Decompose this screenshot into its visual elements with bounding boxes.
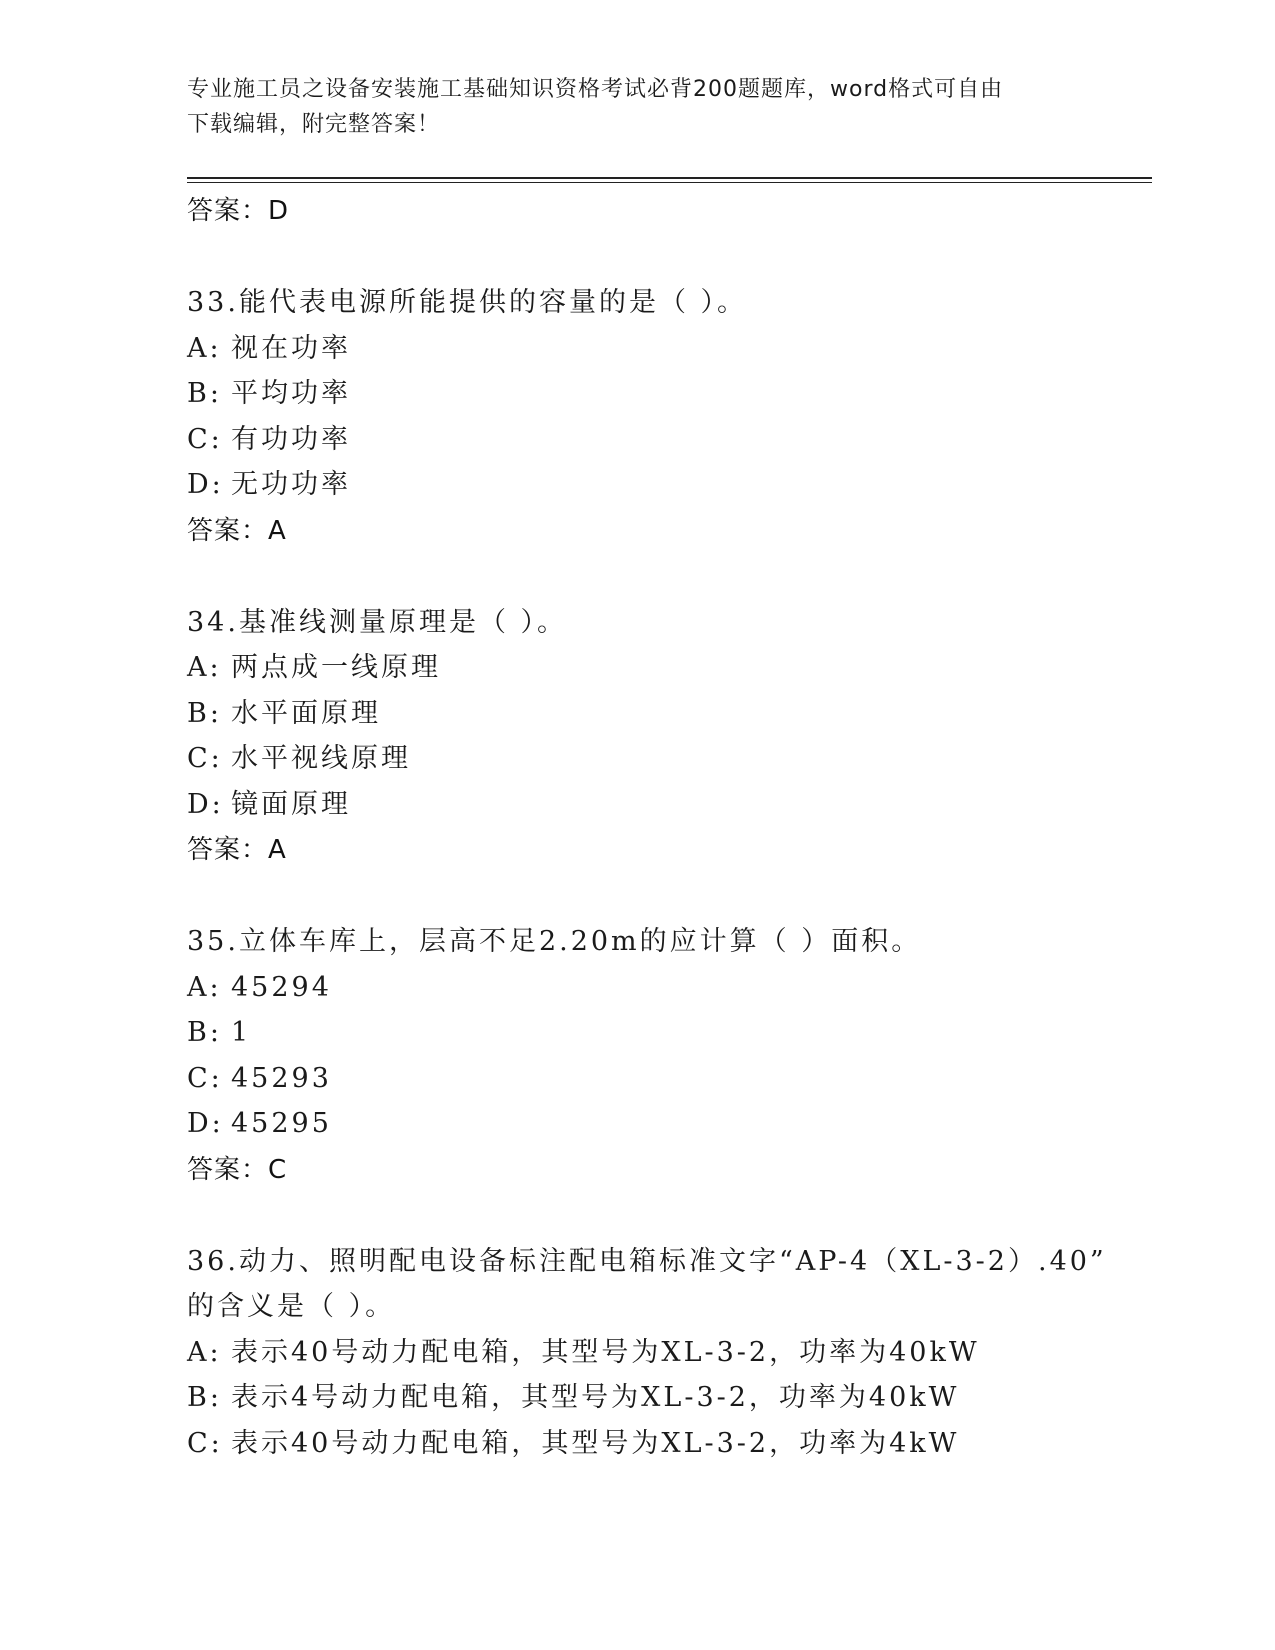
option-text: 表示40号动力配电箱，其型号为XL-3-2，功率为4kW [231,1427,960,1459]
option-key: C: [187,743,223,774]
option-key: A: [187,971,222,1003]
option-key: C: [187,1062,223,1094]
option-c [187,1421,1147,1467]
spacer [187,234,1147,280]
option-text: 45295 [231,1108,332,1139]
option-key: C: [187,423,223,455]
option-text: 表示4号动力配电箱，其型号为XL-3-2，功率为40kW [231,1382,960,1413]
question-text: 33.能代表电源所能提供的容量的是（ ）。 [187,287,748,318]
answer-line: 答案：C [187,1154,288,1185]
option-c [187,736,1147,782]
option-text: 45293 [231,1062,332,1094]
option-a [187,1330,1147,1376]
question-block [187,280,1147,554]
option-text: 两点成一线原理 [231,652,441,683]
option-d [187,782,1147,828]
option-b [187,1010,1147,1056]
header-line-1: 专业施工员之设备安装施工基础知识资格考试必背200题题库，word格式可自由 [187,77,1004,102]
spacer [187,554,1147,600]
option-text: 无功功率 [231,469,351,500]
header-divider-thin [187,182,1152,183]
document-body [187,188,1147,1466]
option-text: 水平面原理 [231,697,381,729]
option-b [187,371,1147,417]
question-block [187,1239,1147,1467]
option-c [187,417,1147,463]
document-header [187,72,1067,142]
question-text-line-2: 的含义是（ ）。 [187,1291,396,1322]
question-text: 35.立体车库上，层高不足2.20m的应计算（ ）面积。 [187,926,922,957]
option-key: C: [187,1427,223,1459]
option-key: A: [187,332,222,364]
option-text: 镜面原理 [231,788,351,820]
question-block [187,600,1147,874]
option-text: 水平视线原理 [231,743,411,774]
header-divider-thick [187,177,1152,179]
option-text: 1 [231,1017,252,1048]
option-key: B: [187,697,222,729]
option-key: A: [187,1336,222,1368]
header-line-2: 下载编辑，附完整答案！ [187,112,441,137]
option-text: 表示40号动力配电箱，其型号为XL-3-2，功率为40kW [231,1336,980,1368]
question-text: 34.基准线测量原理是（ ）。 [187,606,568,638]
option-b [187,1375,1147,1421]
option-key: B: [187,1017,222,1048]
previous-answer: 答案：D [187,196,290,226]
option-key: A: [187,652,222,683]
option-d [187,1101,1147,1147]
option-text: 视在功率 [231,332,351,364]
option-text: 平均功率 [231,378,351,409]
option-key: B: [187,378,222,409]
spacer [187,1193,1147,1239]
option-text: 有功功率 [231,423,351,455]
option-c [187,1056,1147,1102]
spacer [187,873,1147,919]
option-key: D: [187,1108,224,1139]
option-d [187,462,1147,508]
question-text-line-1: 36.动力、照明配电设备标注配电箱标准文字“AP-4（XL-3-2）.40” [187,1245,1107,1277]
option-key: D: [187,469,224,500]
option-key: D: [187,788,224,820]
option-key: B: [187,1382,222,1413]
option-a [187,326,1147,372]
option-b [187,691,1147,737]
option-a [187,965,1147,1011]
option-a [187,645,1147,691]
answer-line: 答案：A [187,835,287,865]
question-block [187,919,1147,1193]
option-text: 45294 [231,971,332,1003]
answer-line: 答案：A [187,515,287,546]
